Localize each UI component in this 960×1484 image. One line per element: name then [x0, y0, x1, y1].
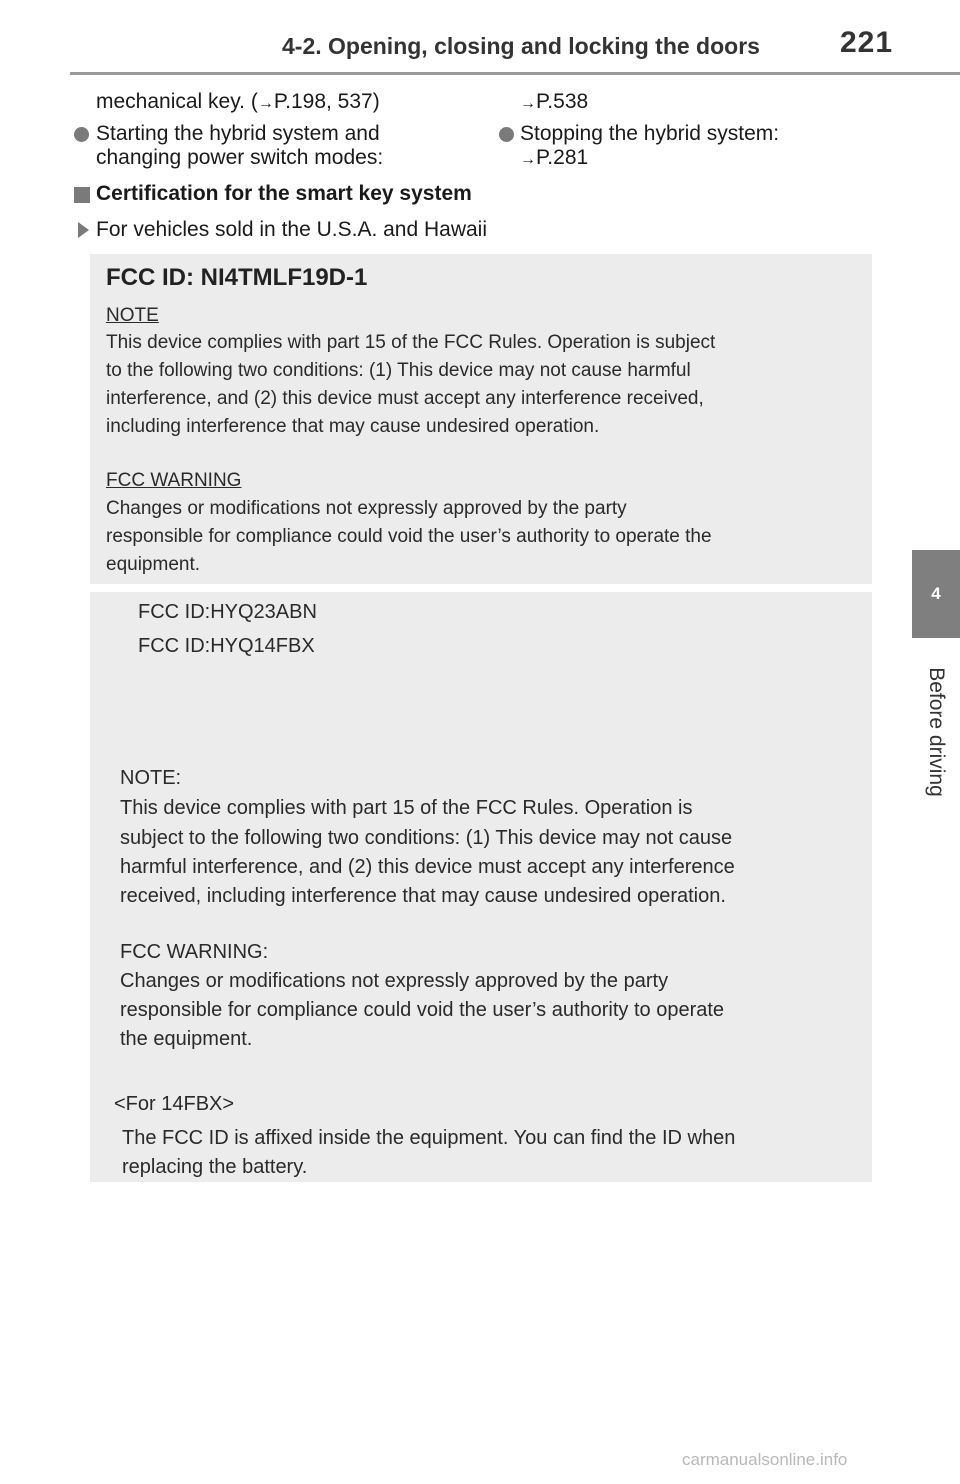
triangle-bullet-icon [78, 222, 89, 238]
chapter-label: Before driving [925, 667, 948, 797]
warning-line-b: the equipment. [120, 1028, 253, 1050]
fcc-label-image-b [90, 592, 872, 1182]
warning-title-a: FCC WARNING [106, 470, 242, 491]
section-title: 4-2. Opening, closing and locking the doors [282, 33, 760, 59]
note-line-a: to the following two conditions: (1) This device may not cause harmful [106, 360, 691, 381]
warning-title-b: FCC WARNING: [120, 941, 269, 963]
note-line-b: received, including interference that may cause undesired operation. [120, 885, 726, 907]
bullet-icon [74, 127, 89, 142]
warning-line-b: Changes or modifications not expressly approved by the party [120, 970, 669, 992]
page-number: 221 [840, 26, 894, 59]
arrow-right-icon: → [520, 151, 536, 168]
fcc-id-b: FCC ID:HYQ23ABN [138, 601, 317, 623]
note-line-a: interference, and (2) this device must accept any interference received, [106, 388, 704, 409]
intro-left-refs[interactable]: P.198, 537) [273, 90, 380, 113]
watermark: carmanualsonline.info [682, 1450, 848, 1469]
note-line-a: including interference that may cause undesired operation. [106, 416, 600, 437]
fcc-id-a: FCC ID: NI4TMLF19D-1 [106, 264, 368, 291]
intro-left-text: mechanical key. ( [96, 90, 258, 113]
for-label-b: <For 14FBX> [114, 1093, 235, 1115]
warning-line-a: Changes or modifications not expressly approved by the party [106, 498, 627, 519]
for-line-b: replacing the battery. [122, 1156, 308, 1178]
bullet-icon [499, 127, 514, 142]
bullet-left-line1: Starting the hybrid system and [96, 122, 380, 145]
intro-left-line [96, 90, 380, 116]
arrow-right-icon: → [520, 95, 536, 112]
note-title-a: NOTE [106, 305, 159, 326]
note-line-b: subject to the following two conditions: (1) This device may not cause [120, 827, 733, 849]
chapter-number: 4 [931, 584, 941, 603]
bullet-right-line1: Stopping the hybrid system: [520, 122, 780, 145]
intro-right-ref[interactable]: P.538 [536, 90, 589, 113]
bullet-left-line2: changing power switch modes: [96, 146, 384, 169]
fcc-label-image-a [90, 254, 872, 584]
certification-subheading: For vehicles sold in the U.S.A. and Hawaii [96, 218, 488, 241]
bullet-right-ref-line [520, 146, 588, 172]
note-line-b: This device complies with part 15 of the FCC Rules. Operation is [120, 797, 693, 819]
arrow-right-icon: → [257, 95, 274, 112]
note-line-b: harmful interference, and (2) this device must accept any interference [120, 856, 735, 878]
header-divider [70, 72, 960, 75]
for-line-b: The FCC ID is affixed inside the equipment. You can find the ID when [122, 1127, 736, 1149]
warning-line-a: equipment. [106, 554, 201, 575]
bullet-right-ref[interactable]: P.281 [536, 146, 589, 169]
note-title-b: NOTE: [120, 767, 182, 789]
warning-line-b: responsible for compliance could void the user’s authority to operate [120, 999, 725, 1021]
warning-line-a: responsible for compliance could void the user’s authority to operate the [106, 526, 712, 547]
chapter-tab[interactable] [912, 550, 960, 638]
section-square-icon [74, 187, 90, 203]
intro-right-line [520, 90, 588, 116]
certification-heading: Certification for the smart key system [96, 182, 472, 205]
fcc-id-b: FCC ID:HYQ14FBX [138, 635, 315, 657]
note-line-a: This device complies with part 15 of the FCC Rules. Operation is subject [106, 332, 716, 353]
